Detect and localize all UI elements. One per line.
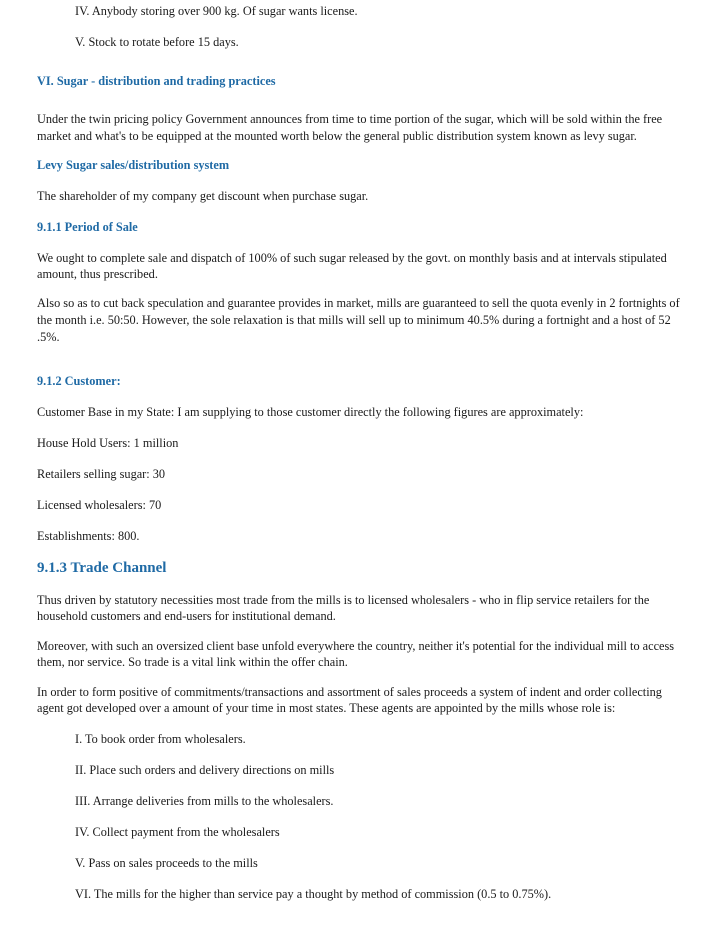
paragraph-line: The shareholder of my company get discount when purchase sugar. [37,189,369,203]
paragraph-line: the month i.e. 50:50. However, the sole relaxation is that mills will sell up to minimum 40.5% during a fortnight and a host of 52 [37,313,671,327]
list-item: II. Place such orders and delivery directions on mills [75,763,335,777]
list-item: Licensed wholesalers: 70 [37,498,162,512]
paragraph-line: Customer Base in my State: I am supplying to those customer directly the following figures are approximately: [37,405,584,419]
list-item: Retailers selling sugar: 30 [37,467,166,481]
list-item: I. To book order from wholesalers. [75,732,246,746]
subheading-customer: 9.1.2 Customer: [37,374,121,388]
subheading-levy: Levy Sugar sales/distribution system [37,158,230,172]
list-item: IV. Anybody storing over 900 kg. Of sugar wants license. [75,4,358,18]
paragraph-line: Under the twin pricing policy Government announces from time to time portion of the sugar, which will be sold within the free [37,112,663,126]
list-item: House Hold Users: 1 million [37,436,179,450]
subheading-period: 9.1.1 Period of Sale [37,220,138,234]
subheading-trade: 9.1.3 Trade Channel [37,560,167,576]
list-item: V. Pass on sales proceeds to the mills [75,856,258,870]
paragraph-line: household customers and end-users for institutional demand. [37,609,336,623]
paragraph-line: Also so as to cut back speculation and guarantee provides in market, mills are guaranteed to sell the quota evenly in 2 fortnights of [37,296,680,310]
paragraph-line: Thus driven by statutory necessities most trade from the mills is to licensed wholesalers - who in flip service retailers for the [37,593,650,607]
list-item: III. Arrange deliveries from mills to the wholesalers. [75,794,334,808]
list-item: VI. The mills for the higher than service pay a thought by method of commission (0.5 to 0.75%). [75,887,552,901]
list-item: IV. Collect payment from the wholesalers [75,825,280,839]
paragraph-line: agent got developed over a amount of your time in most states. These agents are appointed by the mills whose role is: [37,701,616,715]
paragraph-line: them, nor service. So trade is a vital link within the offer chain. [37,655,348,669]
list-item: Establishments: 800. [37,529,140,543]
list-item: V. Stock to rotate before 15 days. [75,35,239,49]
paragraph-line: In order to form positive of commitments/transactions and assortment of sales proceeds a system of indent and order collecting [37,685,662,699]
paragraph-line: .5%. [37,330,60,344]
paragraph-line: market and what's to be equipped at the mounted worth below the general public distribution system known as levy sugar. [37,129,637,143]
paragraph-line: Moreover, with such an oversized client base unfold everywhere the country, neither it's potential for the individual mill to access [37,639,675,653]
section-heading: VI. Sugar - distribution and trading practices [37,74,276,88]
paragraph-line: amount, thus prescribed. [37,267,158,281]
paragraph-line: We ought to complete sale and dispatch of 100% of such sugar released by the govt. on monthly basis and at intervals stipulated [37,251,667,265]
